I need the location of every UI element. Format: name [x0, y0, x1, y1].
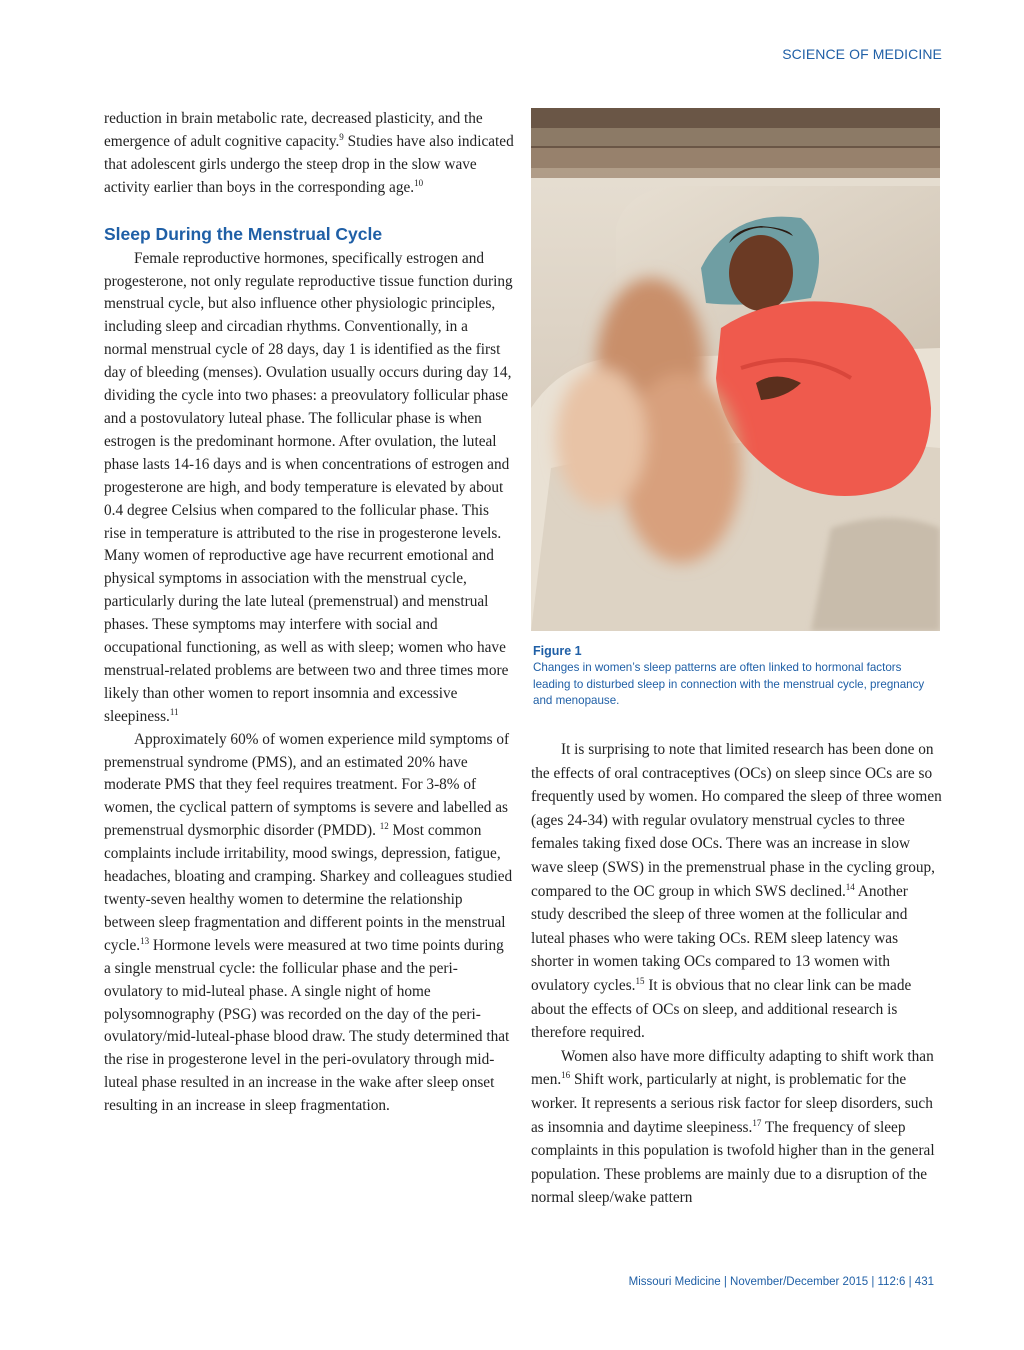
figure-photo — [531, 108, 940, 631]
citation-ref: 12 — [379, 821, 389, 832]
citation-ref: 16 — [561, 1070, 571, 1081]
figure-caption: Changes in women’s sleep patterns are often linked to hormonal factors leading to disturbed sleep in connection with the menstrual cycle, pregnancy and menopause. — [533, 661, 925, 707]
citation-ref: 11 — [169, 706, 179, 717]
body-paragraph: Approximately 60% of women experience mild symptoms of premenstrual syndrome (PMS), and an estimated 20% have moderate PMS that they feel requires treatment. For 3-8% of women, the cyclical pattern of symptoms is severe and labelled as premenstrual dysmorphic disorder (PMDD). $^{12}$ Most common complaints include irritability, mood swings, depression, fatigue, headaches, bloating and cramping. Sharkey and colleagues studied twenty-seven healthy women to determine the relationship between sleep fragmentation and different points in the menstrual cycle.$^{13}$ Hormone levels were measured at two time points during a single menstrual cycle: the follicular phase and the peri-ovulatory to mid-luteal phase. A single night of home polysomnography (PSG) was recorded on the day of the peri-ovulatory/mid-luteal-phase blood draw. The study determined that the rise in progesterone level in the peri-ovulatory through mid-luteal phase resulted in an increase in the wake after sleep onset resulting in an increase in sleep fragmentation. — [104, 730, 513, 1115]
woman-on-sofa-illustration — [531, 108, 940, 631]
intro-paragraph: reduction in brain metabolic rate, decreased plasticity, and the emergence of adult cognitive capacity.$^9$ Studies have also indicated that adolescent girls undergo the steep drop in the slow wave activity earlier than boys in the corresponding age.$^{10}$ — [104, 110, 514, 196]
page-footer: Missouri Medicine | November/December 2015 | 112:6 | 431 — [628, 1276, 934, 1288]
citation-ref: 10 — [414, 177, 424, 188]
citation-ref: 15 — [635, 975, 645, 986]
right-column — [531, 738, 943, 1210]
citation-ref: 17 — [752, 1117, 762, 1128]
citation-ref: 9 — [339, 131, 344, 142]
citation-ref: 13 — [140, 935, 150, 946]
citation-ref: 14 — [845, 881, 855, 892]
left-column — [104, 108, 514, 1118]
figure-label: Figure 1 — [533, 644, 582, 658]
body-paragraph: It is surprising to note that limited research has been done on the effects of oral contraceptives (OCs) on sleep since OCs are so frequently used by women. Ho compared the sleep of three women (ages 24-34) with regular ovulatory menstrual cycles to three females taking fixed dose OCs. There was an increase in slow wave sleep (SWS) in the premenstrual phase in the cycling group, compared to the OC group in which SWS declined.$^{14}$ Another study described the sleep of three women at the follicular and luteal phases who were taking OCs. REM sleep latency was shorter in women taking OCs compared to 13 women with ovulatory cycles.$^{15}$ It is obvious that no clear link can be made about the effects of OCs on sleep, and additional research is therefore required. — [531, 741, 942, 1042]
body-paragraph: Female reproductive hormones, specifically estrogen and progesterone, not only regulate reproductive tissue function during menstrual cycle, but also influence other physiologic principles, including sleep and circadian rhythms. Conventionally, in a normal menstrual cycle of 28 days, day 1 is identified as the first day of bleeding (menses). Ovulation usually occurs during day 14, dividing the cycle into two phases: a preovulatory follicular phase and a postovulatory luteal phase. The follicular phase is when estrogen is the predominant hormone. After ovulation, the luteal phase lasts 14-16 days and is when concentrations of estrogen and progesterone are high, and body temperature is elevated by about 0.4 degree Celsius when compared to the follicular phase. This rise in temperature is attributed to the rise in progesterone levels. Many women of reproductive age have recurrent emotional and physical symptoms in association with the menstrual cycle, particularly during the late luteal (premenstrual) and menstrual phases. These symptoms may interfere with social and occupational functioning, as well as with sleep; women who have menstrual-related problems are between two and three times more likely than other women to report insomnia and excessive sleepiness.$^{11}$ — [104, 249, 513, 725]
section-heading: Sleep During the Menstrual Cycle — [104, 223, 383, 244]
running-header: SCIENCE OF MEDICINE — [782, 46, 942, 62]
body-paragraph: Women also have more difficulty adapting to shift work than men.$^{16}$ Shift work, particularly at night, is problematic for the worker. It represents a serious risk factor for sleep disorders, such as insomnia and daytime sleepiness.$^{17}$ The frequency of sleep complaints in this population is twofold higher than in the general population. These problems are mainly due to a disruption of the normal sleep/wake pattern — [531, 1047, 935, 1207]
